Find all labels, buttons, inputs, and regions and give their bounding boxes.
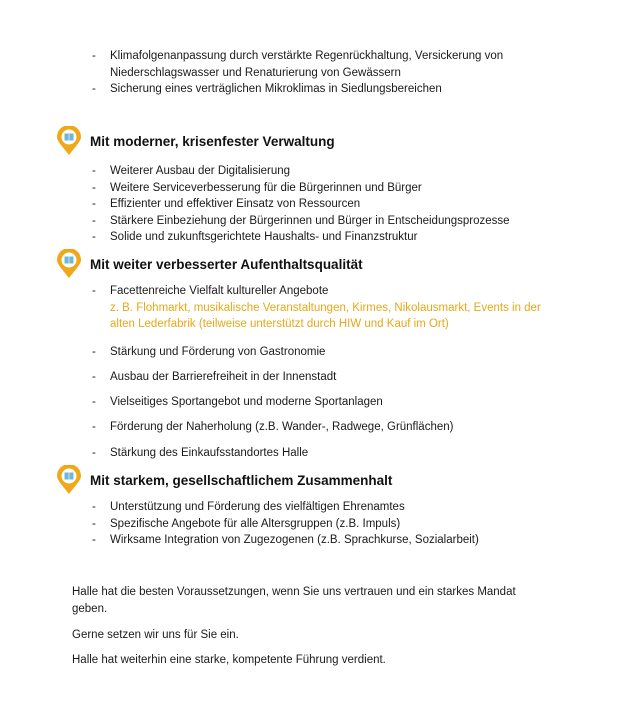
map-pin-book-icon bbox=[56, 126, 82, 156]
list-item: - Weitere Serviceverbesserung für die Bürgerinnen und Bürger bbox=[92, 181, 422, 194]
list-item: - Förderung der Naherholung (z.B. Wander-, Radwege, Grünflächen) bbox=[92, 421, 454, 433]
section-list bbox=[92, 283, 552, 463]
list-item: - Klimafolgenanpassung durch verstärkte Regenrückhaltung, Versickerung von Niederschlagswasser und Renaturierung von Gewässern bbox=[92, 50, 504, 79]
list-item: - Effizienter und effektiver Einsatz von Ressourcen bbox=[92, 198, 361, 210]
list-item: - Sicherung eines verträglichen Mikroklimas in Siedlungsbereichen bbox=[92, 83, 442, 95]
section-title: Mit moderner, krisenfester Verwaltung bbox=[90, 133, 335, 149]
list-item: - Facettenreiche Vielfalt kultureller Angebote z. B. Flohmarkt, musikalische Veranstaltungen, Kirmes, Nikolausmarkt, Events in der alten Lederfabrik (teilweise unterstützt durch HIW und Kauf im Ort) bbox=[92, 283, 560, 333]
list-item: - Wirksame Integration von Zugezogenen (z.B. Sprachkurse, Sozialarbeit) bbox=[92, 534, 479, 546]
list-item: - Ausbau der Barrierefreiheit in der Innenstadt bbox=[92, 371, 337, 383]
list-item: - Solide und zukunftsgerichtete Haushalts- und Finanzstruktur bbox=[92, 231, 418, 243]
list-item: - Stärkere Einbeziehung der Bürgerinnen und Bürger in Entscheidungsprozesse bbox=[92, 214, 510, 227]
section-list bbox=[92, 163, 552, 246]
list-item: - Weiterer Ausbau der Digitalisierung bbox=[92, 165, 291, 177]
closing-paragraph: Halle hat weiterhin eine starke, kompetente Führung verdient. bbox=[72, 654, 386, 666]
section-list bbox=[92, 499, 552, 549]
map-pin-book-icon bbox=[56, 465, 82, 495]
list-item: - Spezifische Angebote für alle Altersgruppen (z.B. Impuls) bbox=[92, 517, 401, 530]
list-item: - Vielseitiges Sportangebot und moderne Sportanlagen bbox=[92, 396, 383, 408]
list-item: - Stärkung und Förderung von Gastronomie bbox=[92, 346, 326, 358]
intro-list bbox=[92, 48, 532, 98]
list-item: - Stärkung des Einkaufsstandortes Halle bbox=[92, 447, 309, 459]
list-item: - Unterstützung und Förderung des vielfältigen Ehrenamtes bbox=[92, 501, 405, 513]
map-pin-book-icon bbox=[56, 249, 82, 279]
closing-paragraph: Halle hat die besten Voraussetzungen, wenn Sie uns vertrauen und ein starkes Mandat geben. bbox=[72, 586, 516, 615]
section-heading bbox=[56, 126, 335, 156]
closing-paragraph: Gerne setzen wir uns für Sie ein. bbox=[72, 629, 239, 641]
section-title: Mit starkem, gesellschaftlichem Zusammenhalt bbox=[90, 472, 393, 488]
item-examples: z. B. Flohmarkt, musikalische Veranstaltungen, Kirmes, Nikolausmarkt, Events in der alten Lederfabrik (teilweise unterstützt durch HIW und Kauf im Ort) bbox=[110, 301, 541, 330]
section-heading bbox=[56, 465, 392, 495]
section-title: Mit weiter verbesserter Aufenthaltsqualität bbox=[90, 256, 363, 272]
section-heading bbox=[56, 249, 363, 279]
